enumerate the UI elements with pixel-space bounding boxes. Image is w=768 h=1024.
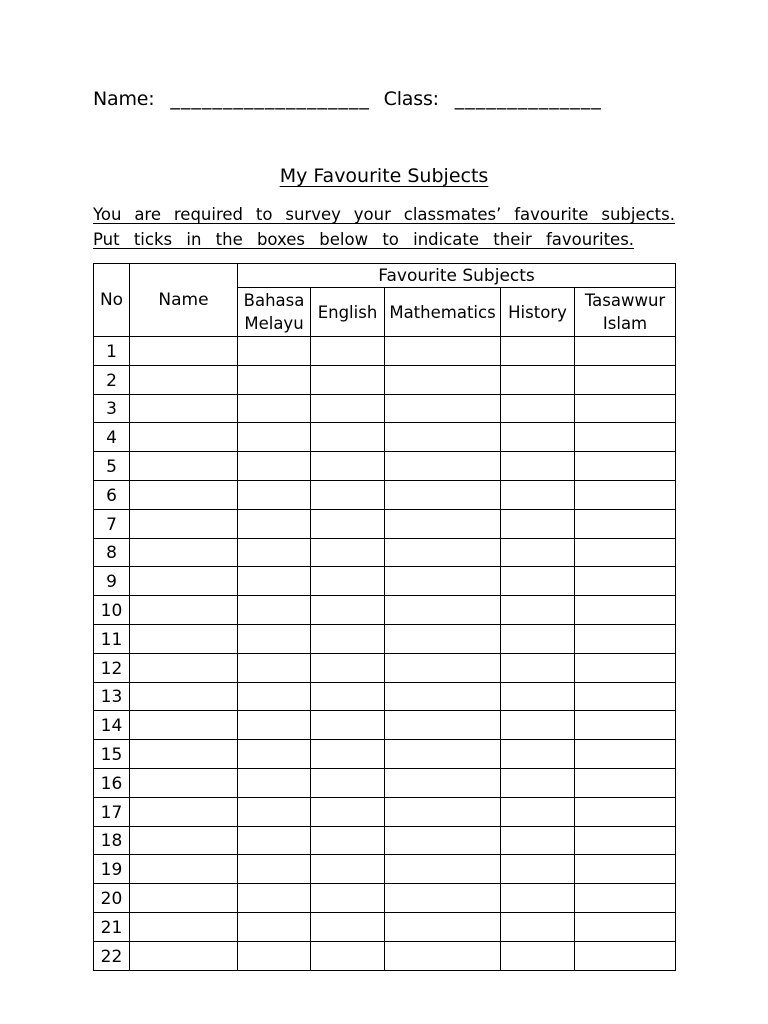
tick-box-tasawwur-islam[interactable]	[575, 538, 676, 567]
instructions	[93, 202, 675, 252]
subject-header-tasawwur-islam	[575, 288, 676, 337]
tick-box-english[interactable]	[311, 509, 385, 538]
tick-box-history[interactable]	[501, 423, 575, 452]
table-row	[94, 884, 676, 913]
tick-box-bahasa-melayu[interactable]	[238, 567, 311, 596]
column-header-name: Name	[130, 264, 238, 337]
tick-box-bahasa-melayu[interactable]	[238, 538, 311, 567]
name-cell[interactable]	[130, 797, 238, 826]
student-info-line	[93, 88, 675, 110]
subject-header-line: English	[317, 302, 378, 322]
tick-box-mathematics[interactable]	[385, 509, 501, 538]
name-cell[interactable]	[130, 337, 238, 366]
tick-box-tasawwur-islam[interactable]	[575, 596, 676, 625]
instructions-line-1: You are required to survey your classmates’ favourite subjects.	[93, 205, 675, 224]
tick-box-bahasa-melayu[interactable]	[238, 423, 311, 452]
tick-box-bahasa-melayu[interactable]	[238, 855, 311, 884]
row-number: 19	[94, 855, 130, 884]
tick-box-history[interactable]	[501, 480, 575, 509]
tick-box-mathematics[interactable]	[385, 826, 501, 855]
row-number: 8	[94, 538, 130, 567]
tick-box-english[interactable]	[311, 394, 385, 423]
tick-box-history[interactable]	[501, 653, 575, 682]
row-number: 14	[94, 711, 130, 740]
name-cell[interactable]	[130, 423, 238, 452]
row-number: 7	[94, 509, 130, 538]
tick-box-history[interactable]	[501, 826, 575, 855]
tick-box-bahasa-melayu[interactable]	[238, 912, 311, 941]
tick-box-history[interactable]	[501, 538, 575, 567]
tick-box-english[interactable]	[311, 365, 385, 394]
table-row	[94, 740, 676, 769]
name-cell[interactable]	[130, 941, 238, 970]
tick-box-history[interactable]	[501, 711, 575, 740]
tick-box-bahasa-melayu[interactable]	[238, 624, 311, 653]
tick-box-history[interactable]	[501, 337, 575, 366]
tick-box-mathematics[interactable]	[385, 682, 501, 711]
table-row	[94, 509, 676, 538]
tick-box-tasawwur-islam[interactable]	[575, 855, 676, 884]
table-row	[94, 624, 676, 653]
tick-box-mathematics[interactable]	[385, 653, 501, 682]
tick-box-mathematics[interactable]	[385, 941, 501, 970]
name-cell[interactable]	[130, 394, 238, 423]
tick-box-mathematics[interactable]	[385, 394, 501, 423]
tick-box-history[interactable]	[501, 394, 575, 423]
tick-box-history[interactable]	[501, 941, 575, 970]
tick-box-tasawwur-islam[interactable]	[575, 452, 676, 481]
tick-box-bahasa-melayu[interactable]	[238, 711, 311, 740]
tick-box-tasawwur-islam[interactable]	[575, 365, 676, 394]
row-number: 20	[94, 884, 130, 913]
column-header-no: No	[94, 264, 130, 337]
tick-box-mathematics[interactable]	[385, 855, 501, 884]
tick-box-mathematics[interactable]	[385, 740, 501, 769]
tick-box-english[interactable]	[311, 797, 385, 826]
table-row	[94, 452, 676, 481]
tick-box-mathematics[interactable]	[385, 797, 501, 826]
tick-box-history[interactable]	[501, 624, 575, 653]
tick-box-tasawwur-islam[interactable]	[575, 567, 676, 596]
tick-box-english[interactable]	[311, 941, 385, 970]
tick-box-english[interactable]	[311, 480, 385, 509]
row-number: 17	[94, 797, 130, 826]
instructions-line-2: Put ticks in the boxes below to indicate their favourites.	[93, 230, 635, 249]
tick-box-mathematics[interactable]	[385, 337, 501, 366]
row-number: 12	[94, 653, 130, 682]
name-cell[interactable]	[130, 653, 238, 682]
subject-header-english	[311, 288, 385, 337]
row-number: 10	[94, 596, 130, 625]
tick-box-tasawwur-islam[interactable]	[575, 480, 676, 509]
name-cell[interactable]	[130, 365, 238, 394]
table-row	[94, 826, 676, 855]
table-row	[94, 682, 676, 711]
tick-box-history[interactable]	[501, 509, 575, 538]
tick-box-history[interactable]	[501, 855, 575, 884]
name-cell[interactable]	[130, 567, 238, 596]
tick-box-bahasa-melayu[interactable]	[238, 768, 311, 797]
tick-box-bahasa-melayu[interactable]	[238, 509, 311, 538]
tick-box-mathematics[interactable]	[385, 567, 501, 596]
name-cell[interactable]	[130, 711, 238, 740]
name-cell[interactable]	[130, 624, 238, 653]
table-row	[94, 394, 676, 423]
tick-box-bahasa-melayu[interactable]	[238, 480, 311, 509]
page-title: My Favourite Subjects	[279, 165, 489, 187]
favourite-subjects-header: Favourite Subjects	[238, 264, 676, 288]
name-cell[interactable]	[130, 452, 238, 481]
subject-header-line: History	[508, 302, 567, 322]
subject-header-line: Tasawwur	[584, 291, 666, 310]
tick-box-history[interactable]	[501, 567, 575, 596]
table-row	[94, 365, 676, 394]
tick-box-english[interactable]	[311, 682, 385, 711]
tick-box-english[interactable]	[311, 423, 385, 452]
tick-box-tasawwur-islam[interactable]	[575, 653, 676, 682]
tick-box-tasawwur-islam[interactable]	[575, 912, 676, 941]
row-number: 16	[94, 768, 130, 797]
name-label: Name:	[93, 88, 155, 110]
name-cell[interactable]	[130, 509, 238, 538]
tick-box-mathematics[interactable]	[385, 912, 501, 941]
table-row	[94, 480, 676, 509]
table-row	[94, 567, 676, 596]
table-row	[94, 423, 676, 452]
tick-box-bahasa-melayu[interactable]	[238, 452, 311, 481]
tick-box-english[interactable]	[311, 740, 385, 769]
table-row	[94, 797, 676, 826]
name-cell[interactable]	[130, 538, 238, 567]
tick-box-history[interactable]	[501, 768, 575, 797]
tick-box-english[interactable]	[311, 768, 385, 797]
row-number: 15	[94, 740, 130, 769]
table-row	[94, 596, 676, 625]
subject-header-mathematics	[385, 288, 501, 337]
row-number: 13	[94, 682, 130, 711]
name-cell[interactable]	[130, 768, 238, 797]
tick-box-mathematics[interactable]	[385, 711, 501, 740]
survey-table	[93, 263, 676, 971]
tick-box-mathematics[interactable]	[385, 480, 501, 509]
tick-box-bahasa-melayu[interactable]	[238, 653, 311, 682]
row-number: 22	[94, 941, 130, 970]
tick-box-english[interactable]	[311, 912, 385, 941]
name-cell[interactable]	[130, 912, 238, 941]
table-row	[94, 711, 676, 740]
class-blank[interactable]: ______________	[454, 88, 602, 110]
tick-box-bahasa-melayu[interactable]	[238, 365, 311, 394]
tick-box-history[interactable]	[501, 912, 575, 941]
tick-box-tasawwur-islam[interactable]	[575, 884, 676, 913]
table-row	[94, 912, 676, 941]
tick-box-bahasa-melayu[interactable]	[238, 337, 311, 366]
tick-box-english[interactable]	[311, 884, 385, 913]
subject-header-line: Mathematics	[389, 302, 496, 322]
tick-box-bahasa-melayu[interactable]	[238, 884, 311, 913]
tick-box-tasawwur-islam[interactable]	[575, 423, 676, 452]
name-cell[interactable]	[130, 855, 238, 884]
subject-header-line: Bahasa	[243, 291, 305, 310]
tick-box-tasawwur-islam[interactable]	[575, 740, 676, 769]
tick-box-english[interactable]	[311, 855, 385, 884]
row-number: 2	[94, 365, 130, 394]
table-row	[94, 941, 676, 970]
tick-box-tasawwur-islam[interactable]	[575, 337, 676, 366]
tick-box-english[interactable]	[311, 538, 385, 567]
name-cell[interactable]	[130, 884, 238, 913]
tick-box-english[interactable]	[311, 567, 385, 596]
tick-box-mathematics[interactable]	[385, 365, 501, 394]
tick-box-history[interactable]	[501, 452, 575, 481]
row-number: 4	[94, 423, 130, 452]
table-row	[94, 855, 676, 884]
tick-box-english[interactable]	[311, 596, 385, 625]
tick-box-mathematics[interactable]	[385, 423, 501, 452]
tick-box-tasawwur-islam[interactable]	[575, 711, 676, 740]
row-number: 5	[94, 452, 130, 481]
tick-box-bahasa-melayu[interactable]	[238, 740, 311, 769]
tick-box-mathematics[interactable]	[385, 538, 501, 567]
row-number: 3	[94, 394, 130, 423]
tick-box-history[interactable]	[501, 797, 575, 826]
tick-box-tasawwur-islam[interactable]	[575, 509, 676, 538]
tick-box-bahasa-melayu[interactable]	[238, 797, 311, 826]
tick-box-history[interactable]	[501, 884, 575, 913]
name-cell[interactable]	[130, 480, 238, 509]
name-cell[interactable]	[130, 826, 238, 855]
tick-box-tasawwur-islam[interactable]	[575, 624, 676, 653]
tick-box-mathematics[interactable]	[385, 884, 501, 913]
tick-box-tasawwur-islam[interactable]	[575, 941, 676, 970]
tick-box-mathematics[interactable]	[385, 596, 501, 625]
tick-box-english[interactable]	[311, 337, 385, 366]
name-blank[interactable]: ___________________	[170, 88, 370, 110]
tick-box-tasawwur-islam[interactable]	[575, 682, 676, 711]
tick-box-english[interactable]	[311, 653, 385, 682]
tick-box-tasawwur-islam[interactable]	[575, 394, 676, 423]
row-number: 18	[94, 826, 130, 855]
tick-box-bahasa-melayu[interactable]	[238, 826, 311, 855]
row-number: 21	[94, 912, 130, 941]
subject-header-bahasa-melayu	[238, 288, 311, 337]
tick-box-history[interactable]	[501, 682, 575, 711]
tick-box-history[interactable]	[501, 596, 575, 625]
name-cell[interactable]	[130, 596, 238, 625]
row-number: 9	[94, 567, 130, 596]
subject-header-history	[501, 288, 575, 337]
row-number: 6	[94, 480, 130, 509]
subject-header-line: Melayu	[244, 314, 304, 333]
subject-header-line: Islam	[602, 314, 648, 333]
tick-box-tasawwur-islam[interactable]	[575, 768, 676, 797]
survey-table-body	[94, 337, 676, 971]
row-number: 11	[94, 624, 130, 653]
tick-box-bahasa-melayu[interactable]	[238, 394, 311, 423]
tick-box-english[interactable]	[311, 826, 385, 855]
tick-box-english[interactable]	[311, 711, 385, 740]
name-cell[interactable]	[130, 682, 238, 711]
class-label: Class:	[383, 88, 439, 110]
table-row	[94, 653, 676, 682]
tick-box-bahasa-melayu[interactable]	[238, 682, 311, 711]
tick-box-english[interactable]	[311, 452, 385, 481]
tick-box-mathematics[interactable]	[385, 452, 501, 481]
tick-box-tasawwur-islam[interactable]	[575, 826, 676, 855]
tick-box-mathematics[interactable]	[385, 624, 501, 653]
tick-box-history[interactable]	[501, 365, 575, 394]
tick-box-english[interactable]	[311, 624, 385, 653]
tick-box-tasawwur-islam[interactable]	[575, 797, 676, 826]
table-row	[94, 768, 676, 797]
row-number: 1	[94, 337, 130, 366]
table-row	[94, 538, 676, 567]
table-row	[94, 337, 676, 366]
tick-box-bahasa-melayu[interactable]	[238, 596, 311, 625]
tick-box-history[interactable]	[501, 740, 575, 769]
tick-box-mathematics[interactable]	[385, 768, 501, 797]
name-cell[interactable]	[130, 740, 238, 769]
tick-box-bahasa-melayu[interactable]	[238, 941, 311, 970]
